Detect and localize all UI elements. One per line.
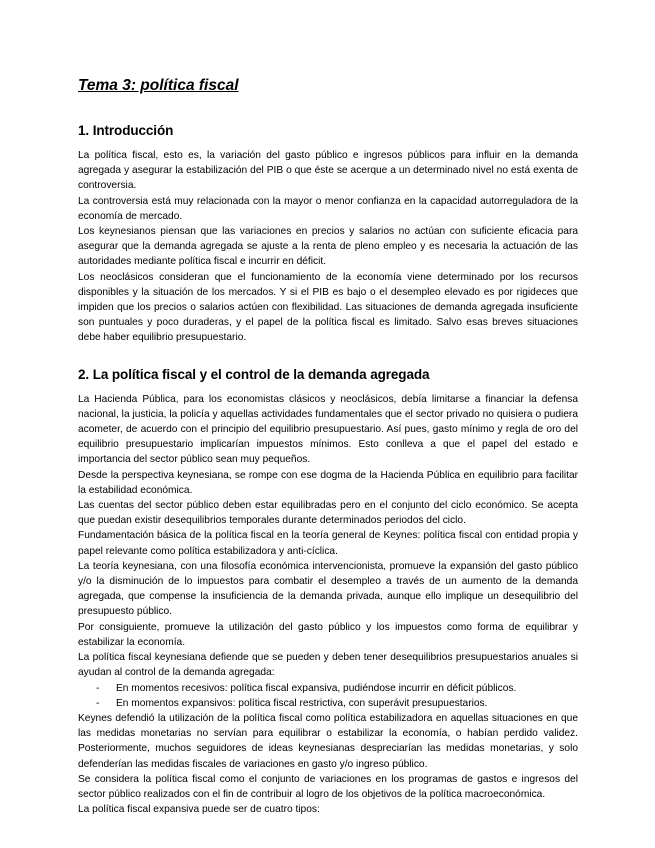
paragraph: Fundamentación básica de la política fiscal en la teoría general de Keynes: política fiscal con entidad propia y papel relevante como política estabilizadora y anti-cíclica. bbox=[78, 530, 578, 557]
section-heading: 1. Introducción bbox=[78, 123, 174, 138]
list-item: - En momentos expansivos: política fiscal restrictiva, con superávit presupuestarios. bbox=[96, 696, 578, 711]
section-introduccion bbox=[78, 122, 578, 346]
paragraph: Las cuentas del sector público deben estar equilibradas pero en el conjunto del ciclo económico. Se acepta que puedan existir desequilibrios temporales durante determinados periodos del ciclo. bbox=[78, 500, 578, 527]
paragraph: Se considera la política fiscal como el conjunto de variaciones en los programas de gastos e ingresos del sector público realizados con el fin de contribuir al logro de los objetivos de la política macroeconómica. bbox=[78, 773, 578, 800]
document-page bbox=[78, 76, 578, 817]
paragraph: La política fiscal, esto es, la variación del gasto público e ingresos públicos para influir en la demanda agregada y asegurar la estabilización del PIB o que éste se acerque a un determinado nivel no está exenta de controversia. bbox=[78, 150, 578, 192]
document-title: Tema 3: política fiscal bbox=[78, 77, 239, 94]
paragraph: La política fiscal keynesiana defiende que se pueden y deben tener desequilibrios presupuestarios anuales si ayudan al control de la demanda agregada: bbox=[78, 652, 578, 679]
paragraph: Por consiguiente, promueve la utilización del gasto público y los impuestos como forma de equilibrar y estabilizar la economía. bbox=[78, 621, 578, 648]
paragraph: Desde la perspectiva keynesiana, se rompe con ese dogma de la Hacienda Pública en equilibrio para facilitar la estabilidad económica. bbox=[78, 469, 578, 496]
paragraph: Los keynesianos piensan que las variaciones en precios y salarios no actúan con suficiente eficacia para asegurar que la demanda agregada se ajuste a la renta de pleno empleo y es necesaria la actuación de las autoridades mediante política fiscal e incurrir en déficit. bbox=[78, 226, 578, 268]
list-item: - En momentos recesivos: política fiscal expansiva, pudiéndose incurrir en déficit públicos. bbox=[96, 681, 578, 696]
paragraph: La Hacienda Pública, para los economistas clásicos y neoclásicos, debía limitarse a financiar la defensa nacional, la justicia, la policía y aquellas actividades fundamentales que el sector privado no quisiera o pudiera acometer, de acuerdo con el principio del equilibrio presupuestario. Así pues, gasto mínimo y regla de oro del equilibrio presupuestario implicarían impuestos mínimos. Esto conlleva a que el papel del estado e importancia del sector público sean muy pequeños. bbox=[78, 393, 578, 466]
bullet-list bbox=[78, 681, 578, 711]
section-politica-fiscal bbox=[78, 366, 578, 818]
paragraph: La controversia está muy relacionada con la mayor o menor confianza en la capacidad autorreguladora de la economía de mercado. bbox=[78, 195, 578, 222]
paragraph: Los neoclásicos consideran que el funcionamiento de la economía viene determinado por los recursos disponibles y la situación de los mercados. Y si el PIB es bajo o el desempleo elevado es por rigideces que impiden que los precios o salarios actúen con flexibilidad. Las situaciones de demanda agregada insuficiente son puntuales y poco duraderas, y el papel de la política fiscal es limitado. Salvo esas breves situaciones debe haber equilibrio presupuestario. bbox=[78, 271, 578, 344]
paragraph: Keynes defendió la utilización de la política fiscal como política estabilizadora en aquellas situaciones en que las medidas monetarias no servían para equilibrar o estabilizar la economía, o habían perdido validez. Posteriormente, muchos seguidores de ideas keynesianas despreciarían las medidas monetarias, y solo defenderían las medidas fiscales de variaciones en gasto y/o ingreso público. bbox=[78, 712, 578, 770]
paragraph: La política fiscal expansiva puede ser de cuatro tipos: bbox=[78, 804, 320, 816]
section-heading: 2. La política fiscal y el control de la demanda agregada bbox=[78, 366, 430, 382]
paragraph: La teoría keynesiana, con una filosofía económica intervencionista, promueve la expansión del gasto público y/o la disminución de lo impuestos para combatir el desempleo a través de un aumento de la demanda agregada, que compense la insuficiencia de la demanda privada, aunque ello implique un desequilibrio del presupuesto público. bbox=[78, 560, 578, 618]
